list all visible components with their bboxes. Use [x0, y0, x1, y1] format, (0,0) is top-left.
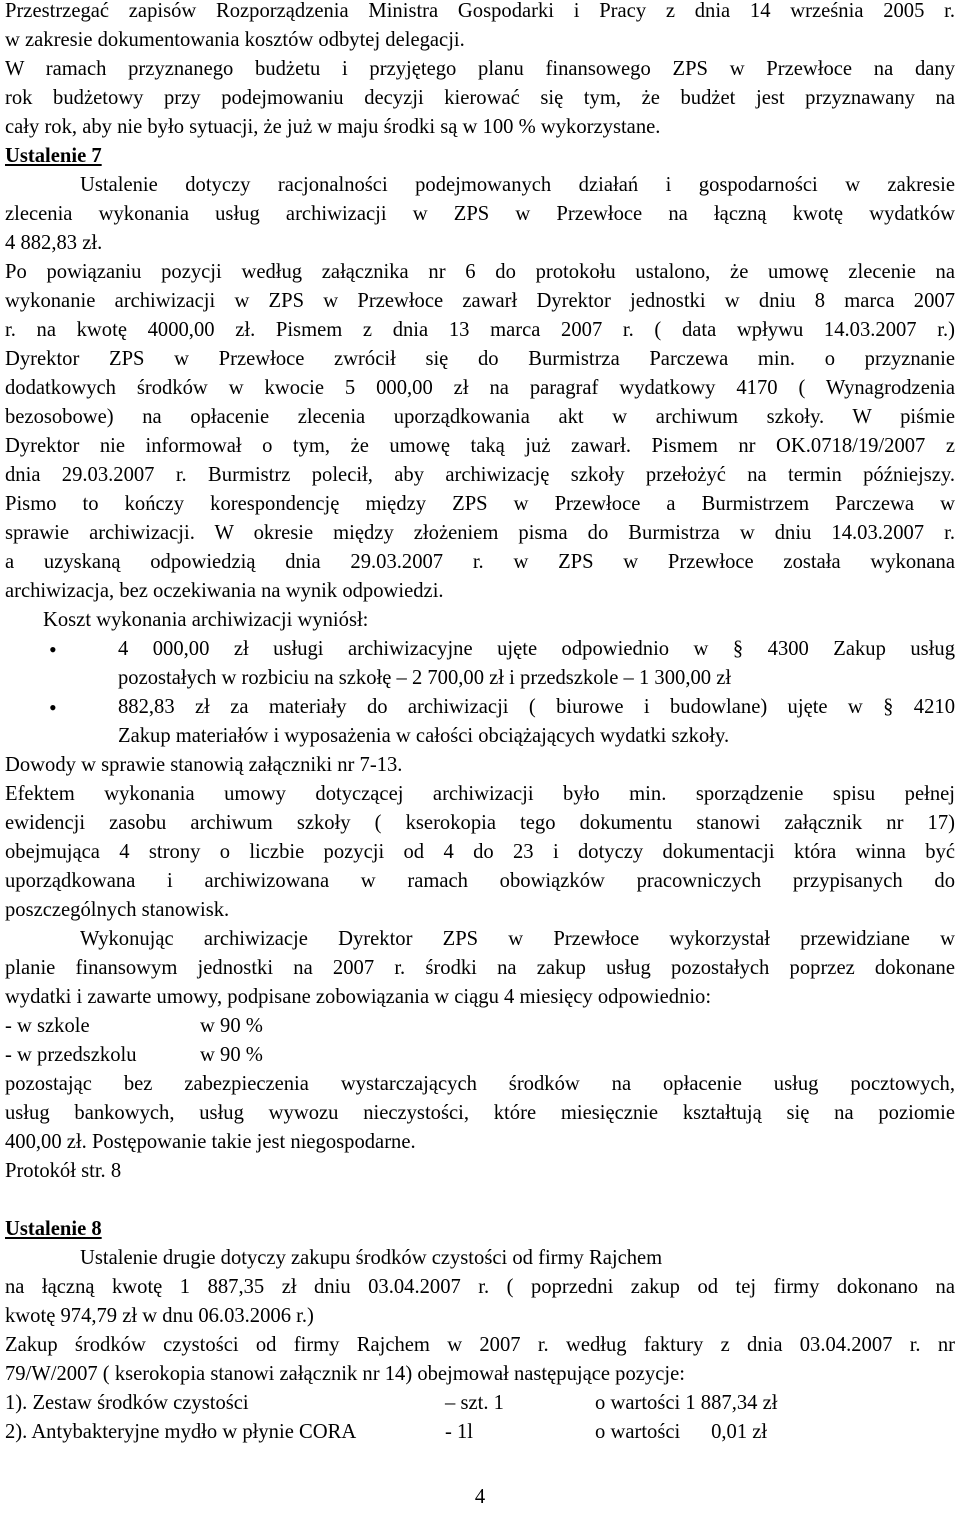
blank-line	[5, 1186, 955, 1215]
heading-ustalenie-7: Ustalenie 7	[5, 145, 102, 167]
paragraph-delegacja	[5, 0, 955, 55]
item-name: 2). Antybakteryjne mydło w płynie CORA	[5, 1421, 357, 1443]
percent-row	[5, 1041, 955, 1070]
text-line: Ustalenie dotyczy racjonalności podejmowanych działań i gospodarności w zakresie	[80, 174, 955, 196]
item-value: o wartości 0,01 zł	[595, 1421, 768, 1443]
text-line: Po powiązaniu pozycji według załącznika nr 6 do protokołu ustalono, że umowę zlecenie na	[5, 261, 955, 283]
paragraph-u8-body	[5, 1331, 955, 1389]
list-item	[5, 693, 955, 751]
text-line: W ramach przyznanego budżetu i przyjętego planu finansowego ZPS w Przewłoce na dany	[5, 58, 955, 80]
text-line: planie finansowym jednostki na 2007 r. środki na zakup usług pozostałych poprzez dokonane	[5, 957, 955, 979]
dowody-line: Dowody w sprawie stanowią załączniki nr 7-13.	[5, 754, 403, 776]
text-line: bezosobowe) na opłacenie zlecenia uporządkowania akt w archiwum szkoły. W piśmie	[5, 406, 955, 428]
item-qty: – szt. 1	[445, 1392, 504, 1414]
text-line: dodatkowych środków w kwocie 5 000,00 zł na paragraf wydatkowy 4170 ( Wynagrodzenia	[5, 377, 955, 399]
paragraph-budzet	[5, 55, 955, 142]
text-line: pozostałych w rozbiciu na szkołę – 2 700,00 zł i przedszkole – 1 300,00 zł	[118, 667, 732, 689]
text-line: cały rok, aby nie było sytuacji, że już w maju środki są w 100 % wykorzystane.	[5, 116, 661, 138]
text-line: wykonanie archiwizacji w ZPS w Przewłoce zawarł Dyrektor jednostki w dniu 8 marca 2007	[5, 290, 955, 312]
percent-value: w 90 %	[200, 1044, 263, 1066]
text-line: r. na kwotę 4000,00 zł. Pismem z dnia 13 marca 2007 r. ( data wpływu 14.03.2007 r.)	[5, 319, 955, 341]
text-line: • 4 000,00 zł usługi archiwizacyjne ujęte odpowiednio w § 4300 Zakup usług	[118, 638, 955, 660]
page-number: 4	[474, 1486, 486, 1508]
paragraph-u8-intro	[5, 1244, 955, 1331]
document-page	[5, 0, 955, 1447]
text-line: Przestrzegać zapisów Rozporządzenia Ministra Gospodarki i Pracy z dnia 14 września 2005 r.	[5, 0, 955, 22]
text-line: archiwizacja, bez oczekiwania na wynik odpowiedzi.	[5, 580, 444, 602]
text-line: rok budżetowy przy podejmowaniu decyzji kierować się tym, że budżet jest przyznawany na	[5, 87, 955, 109]
text-line: 4 882,83 zł.	[5, 232, 103, 254]
text-line: uporządkowana i archiwizowana w ramach obowiązków pracowniczych przypisanych do	[5, 870, 955, 892]
text-line: pozostając bez zabezpieczenia wystarczających środków na opłacenie usług pocztowych,	[5, 1073, 955, 1095]
paragraph-wykonujac	[5, 925, 955, 1012]
text-line: ewidencji zasobu archiwum szkoły ( kserokopia tego dokumentu stanowi załącznik nr 17)	[5, 812, 955, 834]
list-item	[5, 635, 955, 693]
text-line: zlecenia wykonania usług archiwizacji w ZPS w Przewłoce na łączną kwotę wydatków	[5, 203, 955, 225]
text-line: usług bankowych, usług wywozu nieczystości, które miesięcznie kształtują się na poziomie	[5, 1102, 955, 1124]
text-line: Ustalenie drugie dotyczy zakupu środków czystości od firmy Rajchem	[80, 1247, 663, 1269]
text-line: na łączną kwotę 1 887,35 zł dniu 03.04.2007 r. ( poprzedni zakup od tej firmy dokonano na	[5, 1276, 955, 1298]
text-line: Pismo to kończy korespondencję między ZPS w Przewłoce a Burmistrzem Parczewa w	[5, 493, 955, 515]
text-line: sprawie archiwizacji. W okresie między złożeniem pisma do Burmistrza w dniu 14.03.2007 r.	[5, 522, 955, 544]
text-line: Zakup środków czystości od firmy Rajchem w 2007 r. według faktury z dnia 03.04.2007 r. nr	[5, 1334, 955, 1356]
cost-list	[5, 635, 955, 751]
text-line: 400,00 zł. Postępowanie takie jest niegospodarne.	[5, 1131, 416, 1153]
protokol-line: Protokół str. 8	[5, 1160, 122, 1182]
text-line: 79/W/2007 ( kserokopia stanowi załącznik nr 14) obejmował następujące pozycje:	[5, 1363, 685, 1385]
text-line: Zakup materiałów i wyposażenia w całości obciążających wydatki szkoły.	[118, 725, 730, 747]
text-line: Wykonując archiwizacje Dyrektor ZPS w Przewłoce wykorzystał przewidziane w	[80, 928, 955, 950]
text-line: wydatki i zawarte umowy, podpisane zobowiązania w ciągu 4 miesięcy odpowiednio:	[5, 986, 712, 1008]
text-line: poszczególnych stanowisk.	[5, 899, 230, 921]
paragraph-efekt	[5, 780, 955, 925]
koszt-line: Koszt wykonania archiwizacji wyniósł:	[43, 609, 369, 631]
item-row	[5, 1418, 955, 1447]
paragraph-u7-intro	[5, 171, 955, 258]
text-line: Dyrektor ZPS w Przewłoce zwrócił się do Burmistrza Parczewa min. o przyznanie	[5, 348, 955, 370]
text-line: Dyrektor nie informował o tym, że umowę taką już zawarł. Pismem nr OK.0718/19/2007 z	[5, 435, 955, 457]
item-row	[5, 1389, 955, 1418]
paragraph-pozostajac	[5, 1070, 955, 1157]
percent-row	[5, 1012, 955, 1041]
paragraph-u7-body	[5, 258, 955, 606]
heading-ustalenie-8: Ustalenie 8	[5, 1218, 102, 1240]
item-value: o wartości 1 887,34 zł	[595, 1392, 778, 1414]
percent-value: w 90 %	[200, 1015, 263, 1037]
percent-label: - w szkole	[5, 1015, 90, 1037]
text-line: Efektem wykonania umowy dotyczącej archiwizacji było min. sporządzenie spisu pełnej	[5, 783, 955, 805]
text-line: w zakresie dokumentowania kosztów odbytej delegacji.	[5, 29, 465, 51]
item-qty: - 1l	[445, 1421, 474, 1443]
text-line: • 882,83 zł za materiały do archiwizacji ( biurowe i budowlane) ujęte w § 4210	[118, 696, 955, 718]
percent-label: - w przedszkolu	[5, 1044, 137, 1066]
item-name: 1). Zestaw środków czystości	[5, 1392, 249, 1414]
text-line: dnia 29.03.2007 r. Burmistrz polecił, aby archiwizację szkoły przełożyć na termin późniejszy.	[5, 464, 955, 486]
text-line: a uzyskaną odpowiedzią dnia 29.03.2007 r. w ZPS w Przewłoce została wykonana	[5, 551, 955, 573]
text-line: obejmująca 4 strony o liczbie pozycji od 4 do 23 i dotyczy dokumentacji która winna być	[5, 841, 955, 863]
text-line: kwotę 974,79 zł w dnu 06.03.2006 r.)	[5, 1305, 314, 1327]
